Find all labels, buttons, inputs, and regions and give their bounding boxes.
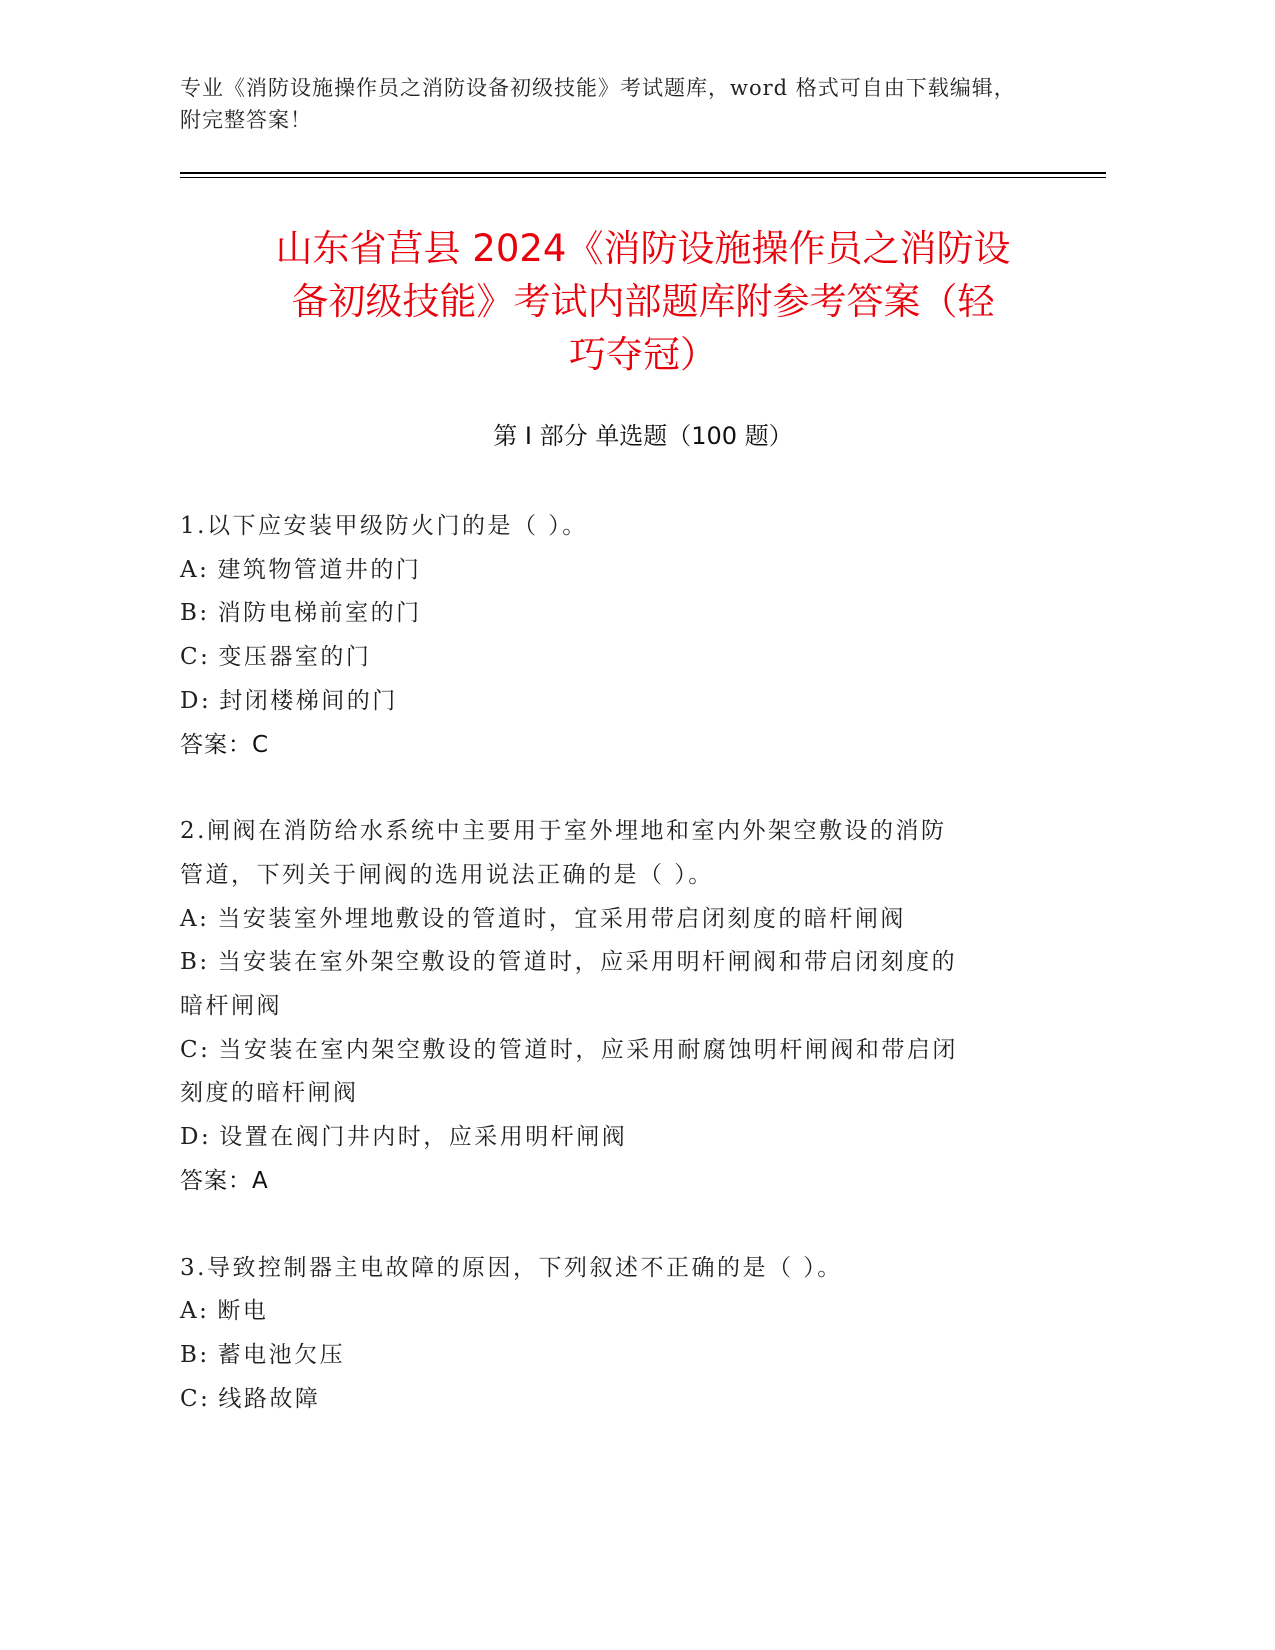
header-divider-thick <box>180 172 1106 174</box>
option-text: 蓄电池欠压 <box>217 1341 346 1368</box>
option-text: 当安装室外埋地敷设的管道时，宜采用带启闭刻度的暗杆闸阀 <box>217 905 906 932</box>
option-text: 当安装在室内架空敷设的管道时，应采用耐腐蚀明杆闸阀和带启闭 <box>218 1036 958 1063</box>
option-a <box>180 898 1040 942</box>
document-title <box>180 222 1106 381</box>
option-text: 消防电梯前室的门 <box>217 600 422 627</box>
title-line: 备初级技能》考试内部题库附参考答案（轻 <box>291 280 995 323</box>
option-b-cont: 暗杆闸阀 <box>180 993 282 1020</box>
option-label: A: <box>180 556 210 583</box>
option-label: C: <box>180 644 211 671</box>
question-list <box>180 505 1040 1464</box>
option-label: B: <box>180 1341 210 1368</box>
option-label: A: <box>180 905 210 932</box>
header-divider-thin <box>180 177 1106 178</box>
option-text: 断电 <box>217 1298 269 1325</box>
option-text: 变压器室的门 <box>218 644 372 671</box>
option-b <box>180 941 1040 985</box>
section-title: 第 I 部分 单选题（100 题） <box>493 422 793 450</box>
option-c <box>180 1378 1040 1422</box>
option-text: 封闭楼梯间的门 <box>219 687 398 714</box>
option-text: 设置在阀门井内时，应采用明杆闸阀 <box>219 1124 628 1151</box>
option-label: D: <box>180 1124 212 1151</box>
option-label: C: <box>180 1385 211 1412</box>
option-label: A: <box>180 1298 210 1325</box>
option-text: 建筑物管道井的门 <box>217 556 422 583</box>
question-stem: 3.导致控制器主电故障的原因，下列叙述不正确的是（ ）。 <box>180 1254 843 1281</box>
option-b <box>180 1334 1040 1378</box>
option-label: B: <box>180 600 210 627</box>
option-a <box>180 549 1040 593</box>
header-note: 专业《消防设施操作员之消防设备初级技能》考试题库，word 格式可自由下载编辑，附完整答案！ <box>180 76 1016 132</box>
option-c <box>180 1029 1040 1073</box>
title-line: 山东省莒县 2024《消防设施操作员之消防设 <box>275 227 1011 270</box>
option-label: D: <box>180 687 212 714</box>
question-stem-cont: 管道，下列关于闸阀的选用说法正确的是（ ）。 <box>180 861 714 888</box>
question-1 <box>180 505 1040 767</box>
option-c-cont: 刻度的暗杆闸阀 <box>180 1080 359 1107</box>
option-d <box>180 680 1040 724</box>
question-2 <box>180 810 1040 1203</box>
option-c <box>180 636 1040 680</box>
option-d <box>180 1116 1040 1160</box>
answer: 答案：A <box>180 1167 269 1194</box>
question-3 <box>180 1247 1040 1422</box>
question-stem: 1.以下应安装甲级防火门的是（ ）。 <box>180 513 588 539</box>
option-label: B: <box>180 949 210 976</box>
option-b <box>180 592 1040 636</box>
title-line: 巧夺冠） <box>569 333 717 376</box>
question-stem: 2.闸阀在消防给水系统中主要用于室外埋地和室内外架空敷设的消防 <box>180 818 947 845</box>
option-text: 线路故障 <box>218 1385 321 1412</box>
option-text: 当安装在室外架空敷设的管道时，应采用明杆闸阀和带启闭刻度的 <box>217 949 958 976</box>
option-a <box>180 1290 1040 1334</box>
answer: 答案：C <box>180 731 270 758</box>
option-label: C: <box>180 1036 211 1063</box>
